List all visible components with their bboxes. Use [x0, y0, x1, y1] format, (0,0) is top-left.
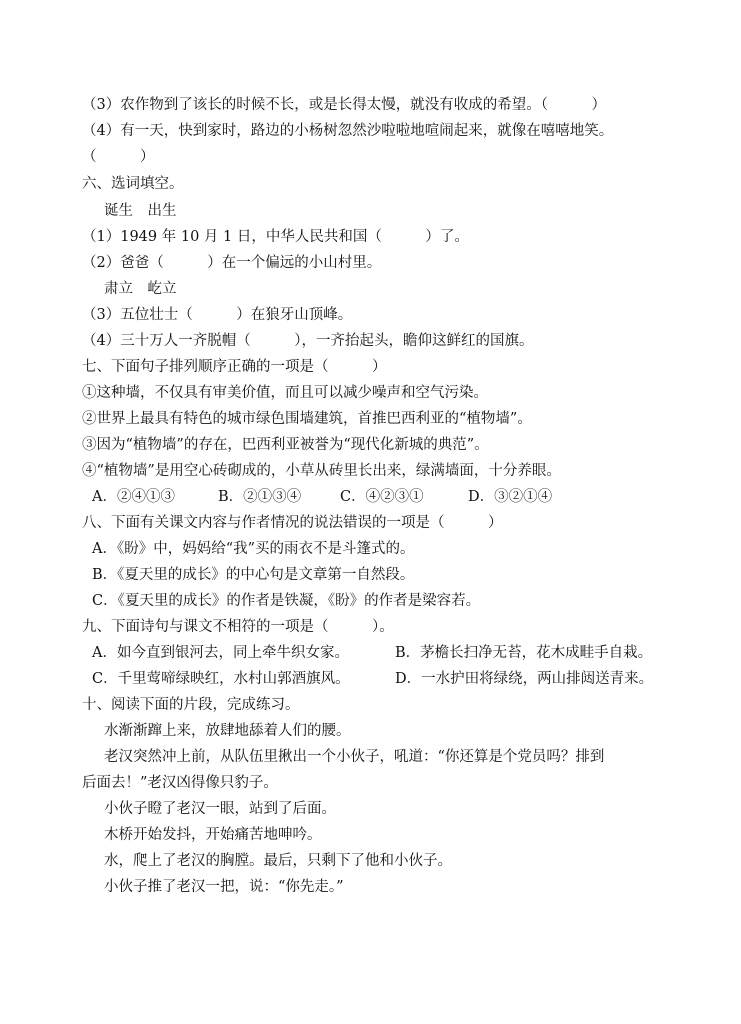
question-5-4: （4）有一天，快到家时，路边的小杨树忽然沙啦啦地喧闹起来，就像在嘻嘻地笑。: [82, 123, 614, 139]
section-6-heading: 六、选词填空。: [82, 176, 184, 192]
sentence-4: ④“植物墙”是用空心砖砌成的，小草从砖里长出来，绿满墙面，十分养眼。: [82, 463, 561, 479]
question-6-4: （4）三十万人一齐脱帽（ ），一齐抬起头，瞻仰这鲜红的国旗。: [82, 333, 534, 349]
section-9-option-d: D．一水护田将绿绕，两山排闼送青来。: [395, 671, 654, 687]
section-8-option-a: A．《盼》中，妈妈给“我”买的雨衣不是斗篷式的。: [92, 541, 415, 557]
question-5-3: （3）农作物到了该长的时候不长，或是长得太慢，就没有收成的希望。（ ）: [82, 97, 606, 113]
section-8-option-b: B．《夏天里的成长》的中心句是文章第一自然段。: [92, 567, 415, 583]
question-6-3: （3）五位壮士（ ）在狼牙山顶峰。: [82, 307, 353, 323]
section-10-heading: 十、阅读下面的片段，完成练习。: [82, 697, 300, 713]
passage-paragraph-5: 水，爬上了老汉的胸膛。最后，只剩下了他和小伙子。: [104, 853, 452, 869]
question-5-4-blank: （ ）: [82, 149, 155, 165]
option-b: B．②①③④: [218, 489, 302, 505]
passage-paragraph-2-cont: 后面去！”老汉凶得像只豹子。: [82, 775, 278, 791]
section-8-option-c: C．《夏天里的成长》的作者是铁凝，《盼》的作者是梁容若。: [92, 593, 481, 609]
section-9-option-a: A．如今直到银河去，同上牵牛织女家。: [92, 645, 349, 661]
passage-paragraph-3: 小伙子瞪了老汉一眼，站到了后面。: [104, 801, 336, 817]
section-8-heading: 八、下面有关课文内容与作者情况的说法错误的一项是（ ）: [82, 515, 503, 531]
word-choices-1: 诞生 出生: [104, 203, 177, 219]
option-c: C．④②③①: [340, 489, 424, 505]
word-choices-2: 肃立 屹立: [104, 281, 177, 297]
section-9-option-b: B．茅檐长扫净无苔，花木成畦手自栽。: [395, 645, 653, 661]
section-9-row-2: [0, 669, 741, 689]
sentence-2: ②世界上最具有特色的城市绿色围墙建筑，首推巴西利亚的“植物墙”。: [82, 411, 532, 427]
section-7-heading: 七、下面句子排列顺序正确的一项是（ ）: [82, 359, 387, 375]
sentence-1: ①这种墙，不仅具有审美价值，而且可以减少噪声和空气污染。: [82, 385, 488, 401]
passage-paragraph-6: 小伙子推了老汉一把，说：“你先走。”: [104, 879, 344, 895]
passage-paragraph-1: 水渐渐蹿上来，放肆地舔着人们的腰。: [104, 723, 351, 739]
passage-paragraph-4: 木桥开始发抖，开始痛苦地呻吟。: [104, 827, 322, 843]
option-d: D．③②①④: [468, 489, 553, 505]
section-7-options: [0, 487, 741, 507]
passage-paragraph-2: 老汉突然冲上前，从队伍里揪出一个小伙子，吼道：“你还算是个党员吗？排到: [104, 749, 605, 765]
option-a: A．②④①③: [92, 489, 175, 505]
question-6-2: （2）爸爸（ ）在一个偏远的小山村里。: [82, 255, 382, 271]
section-9-row-1: [0, 643, 741, 663]
sentence-3: ③因为“植物墙”的存在，巴西利亚被誉为“现代化新城的典范”。: [82, 437, 489, 453]
question-6-1: （1）1949 年 10 月 1 日，中华人民共和国（ ）了。: [82, 229, 469, 245]
section-9-heading: 九、下面诗句与课文不相符的一项是（ ）。: [82, 619, 394, 635]
section-9-option-c: C．千里莺啼绿映红，水村山郭酒旗风。: [92, 671, 350, 687]
